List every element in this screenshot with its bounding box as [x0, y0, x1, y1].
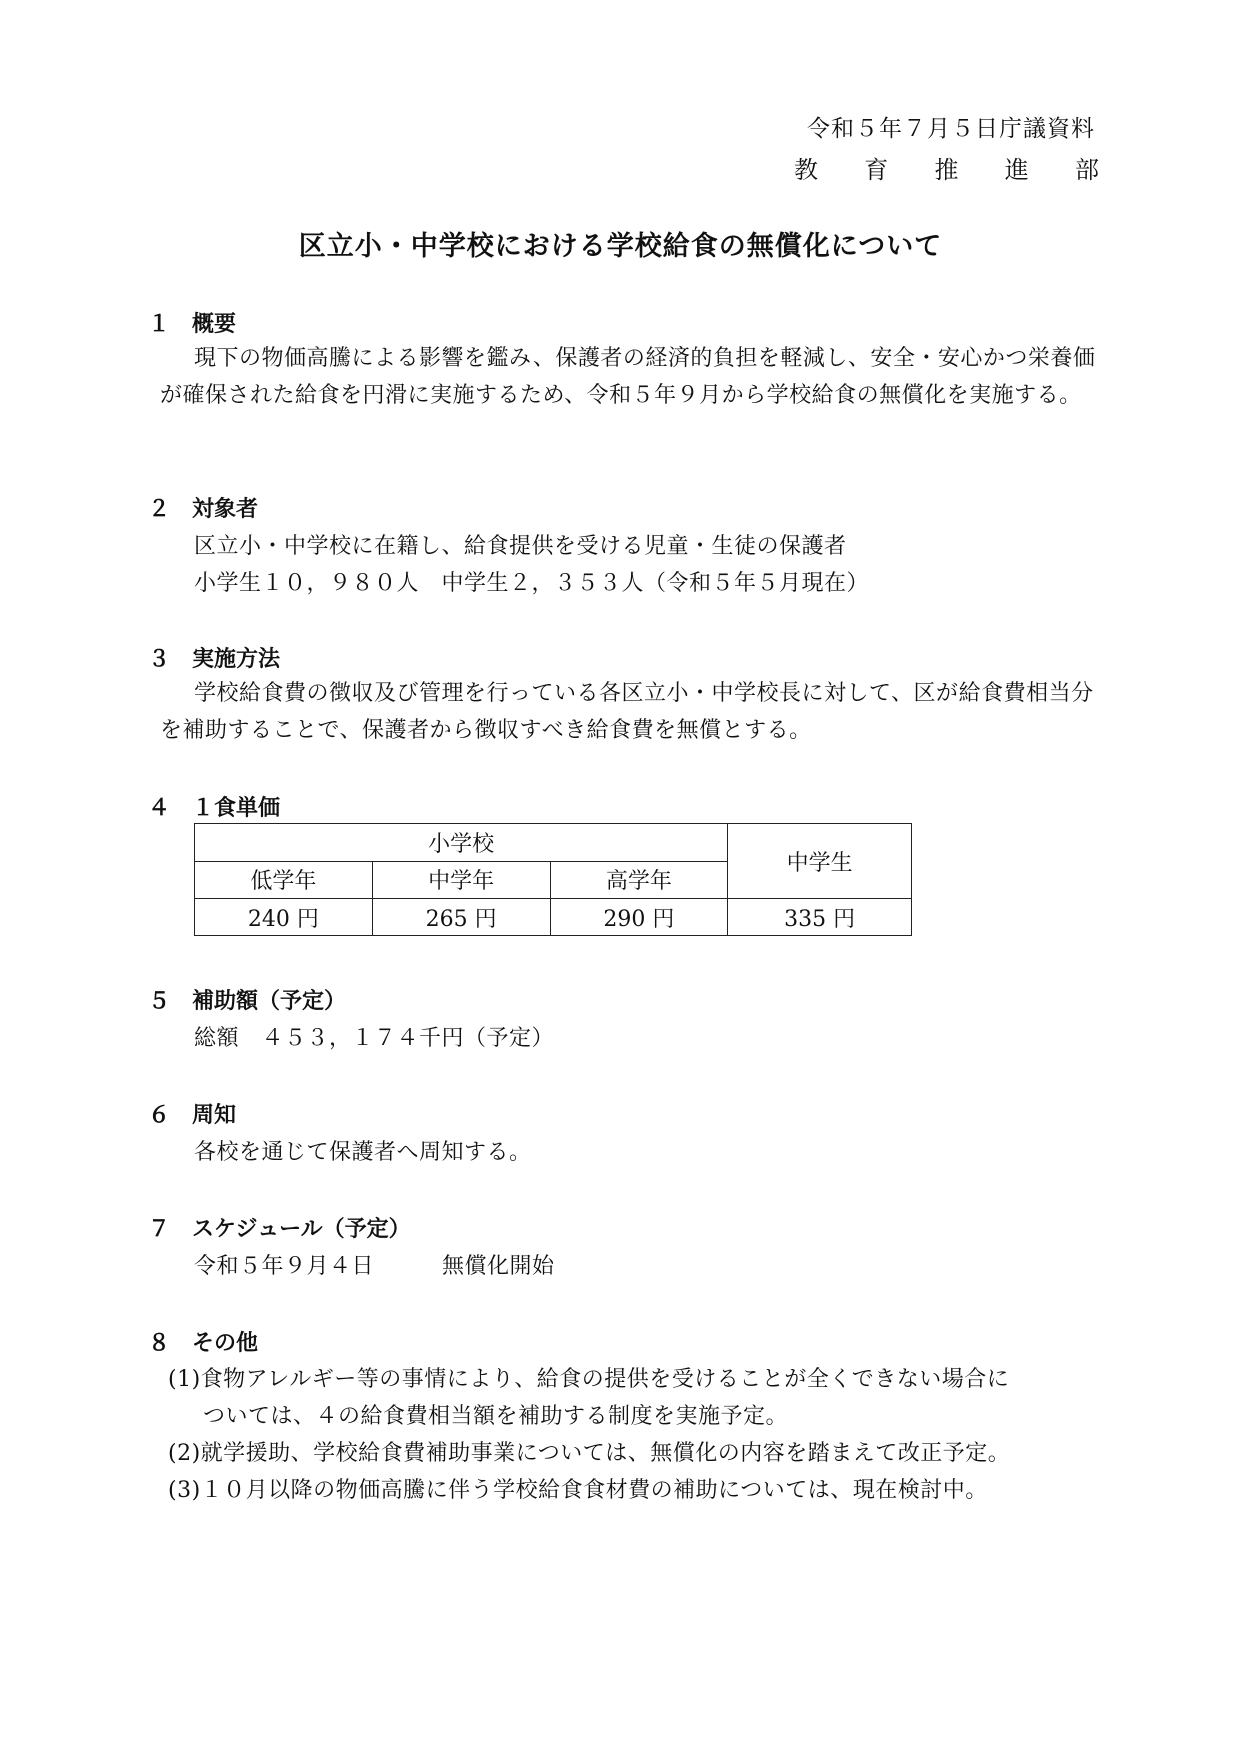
section-1-heading	[148, 307, 236, 338]
schedule-date: 令和５年９月４日	[194, 1254, 375, 1279]
schedule-event: 無償化開始	[442, 1254, 555, 1279]
section-number: ２	[148, 497, 171, 522]
section-7-heading	[148, 1212, 411, 1243]
section-title: 概要	[192, 312, 237, 337]
department-char: 部	[1075, 156, 1099, 184]
department-char: 進	[1004, 156, 1029, 184]
department-char: 教	[794, 156, 818, 184]
section-title: スケジュール（予定）	[192, 1217, 411, 1242]
price-cell: 335 円	[728, 899, 912, 936]
section-title: 対象者	[192, 497, 259, 522]
section-3-heading	[148, 642, 280, 673]
price-cell: 240 円	[195, 899, 373, 936]
section-title: １食単価	[192, 796, 281, 821]
table-row	[195, 824, 912, 862]
section-6-heading	[148, 1098, 236, 1129]
section-6-line-1: 各校を通じて保護者へ周知する。	[194, 1140, 532, 1165]
grade-header-cell: 低学年	[195, 861, 373, 899]
section-number: １	[148, 312, 171, 337]
section-number: ６	[148, 1103, 171, 1128]
document-date-line: 令和５年７月５日庁議資料	[807, 116, 1095, 142]
section-1-paragraph: 現下の物価高騰による影響を鑑み、保護者の経済的負担を軽減し、安全・安心かつ栄養価が確保された給食を円滑に実施するため、令和５年９月から学校給食の無償化を実施する。	[160, 346, 1096, 408]
other-item-1-line-1: (1)食物アレルギー等の事情により、給食の提供を受けることが全くできない場合に	[168, 1367, 1010, 1392]
department-char: 育	[864, 156, 889, 184]
price-cell: 265 円	[372, 899, 550, 936]
other-item-2: (2)就学援助、学校給食費補助事業については、無償化の内容を踏まえて改正予定。	[168, 1441, 1011, 1466]
section-4-heading	[148, 791, 280, 822]
section-number: ５	[148, 989, 171, 1014]
section-2-line-2: 小学生１０，９８０人 中学生２，３５３人（令和５年５月現在）	[194, 571, 870, 596]
department-name	[794, 150, 1099, 185]
unit-price-table	[194, 823, 912, 936]
section-3-paragraph: 学校給食費の徴収及び管理を行っている各区立小・中学校長に対して、区が給食費相当分を補助することで、保護者から徴収すべき給食費を無償とする。	[160, 681, 1094, 743]
section-number: ７	[148, 1217, 171, 1242]
other-item-3: (3)１０月以降の物価高騰に伴う学校給食食材費の補助については、現在検討中。	[168, 1478, 988, 1503]
grade-header-cell: 高学年	[550, 861, 728, 899]
section-number: ４	[148, 796, 171, 821]
section-title: その他	[192, 1331, 259, 1356]
grade-header-cell: 中学年	[372, 861, 550, 899]
section-2-line-1: 区立小・中学校に在籍し、給食提供を受ける児童・生徒の保護者	[194, 534, 847, 559]
elementary-header-cell: 小学校	[195, 824, 728, 862]
other-item-1-line-2: ついては、４の給食費相当額を補助する制度を実施予定。	[203, 1404, 789, 1429]
section-5-line-1: 総額 ４５３，１７４千円（予定）	[194, 1026, 555, 1051]
section-title: 補助額（予定）	[192, 989, 347, 1014]
section-number: ３	[148, 647, 171, 672]
table-row	[195, 899, 912, 936]
junior-header-cell: 中学生	[728, 824, 912, 899]
section-8-heading	[148, 1326, 258, 1357]
section-title: 実施方法	[192, 647, 281, 672]
section-2-heading	[148, 492, 258, 523]
section-title: 周知	[192, 1103, 237, 1128]
price-cell: 290 円	[550, 899, 728, 936]
section-5-heading	[148, 984, 346, 1015]
department-char: 推	[934, 156, 959, 184]
document-title: 区立小・中学校における学校給食の無償化について	[298, 231, 943, 262]
section-number: ８	[148, 1331, 171, 1356]
